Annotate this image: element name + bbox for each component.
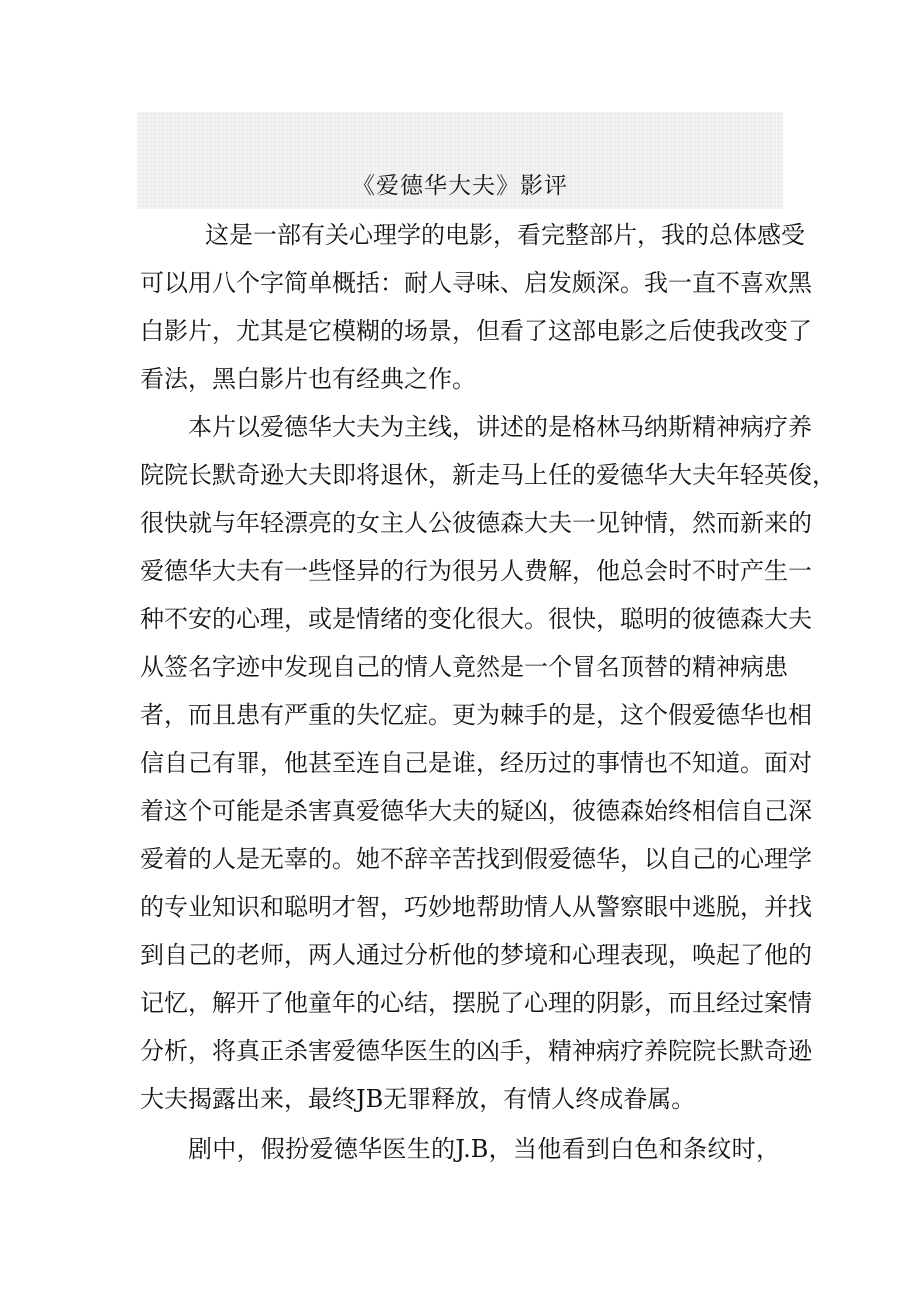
- text-line: 爱德华大夫有一些怪异的行为很另人费解，他总会时不时产生一: [140, 557, 812, 585]
- text-line: 剧中，假扮爱德华医生的J.B，当他看到白色和条纹时，: [188, 1135, 780, 1163]
- text-line: 白影片，尤其是它模糊的场景，但看了这部电影之后使我改变了: [140, 317, 812, 345]
- text-line: 爱着的人是无辜的。她不辞辛苦找到假爱德华，以自己的心理学: [140, 845, 812, 873]
- text-line: 从签名字迹中发现自己的情人竟然是一个冒名顶替的精神病患: [140, 653, 788, 681]
- text-line: 着这个可能是杀害真爱德华大夫的疑凶，彼德森始终相信自己深: [140, 797, 812, 825]
- text-line: 的专业知识和聪明才智，巧妙地帮助情人从警察眼中逃脱，并找: [140, 893, 812, 921]
- text-line: 到自己的老师，两人通过分析他的梦境和心理表现，唤起了他的: [140, 941, 812, 969]
- text-line: 院院长默奇逊大夫即将退休，新走马上任的爱德华大夫年轻英俊，: [140, 461, 836, 489]
- text-line: 信自己有罪，他甚至连自己是谁，经历过的事情也不知道。面对: [140, 749, 812, 777]
- text-line: 分析，将真正杀害爱德华医生的凶手，精神病疗养院院长默奇逊: [140, 1037, 812, 1065]
- document-title: 《爱德华大夫》影评: [352, 173, 568, 199]
- text-line: 者，而且患有严重的失忆症。更为棘手的是，这个假爱德华也相: [140, 701, 812, 729]
- text-line: 这是一部有关心理学的电影，看完整部片，我的总体感受: [205, 221, 805, 249]
- text-line: 大夫揭露出来，最终JB无罪释放，有情人终成眷属。: [140, 1085, 696, 1113]
- text-line: 很快就与年轻漂亮的女主人公彼德森大夫一见钟情，然而新来的: [140, 509, 812, 537]
- text-line: 种不安的心理，或是情绪的变化很大。很快，聪明的彼德森大夫: [140, 605, 812, 633]
- text-line: 可以用八个字简单概括：耐人寻味、启发颇深。我一直不喜欢黑: [140, 269, 812, 297]
- text-line: 本片以爱德华大夫为主线，讲述的是格林马纳斯精神病疗养: [188, 413, 812, 441]
- text-line: 看法，黑白影片也有经典之作。: [140, 365, 476, 393]
- text-line: 记忆，解开了他童年的心结，摆脱了心理的阴影，而且经过案情: [140, 989, 812, 1017]
